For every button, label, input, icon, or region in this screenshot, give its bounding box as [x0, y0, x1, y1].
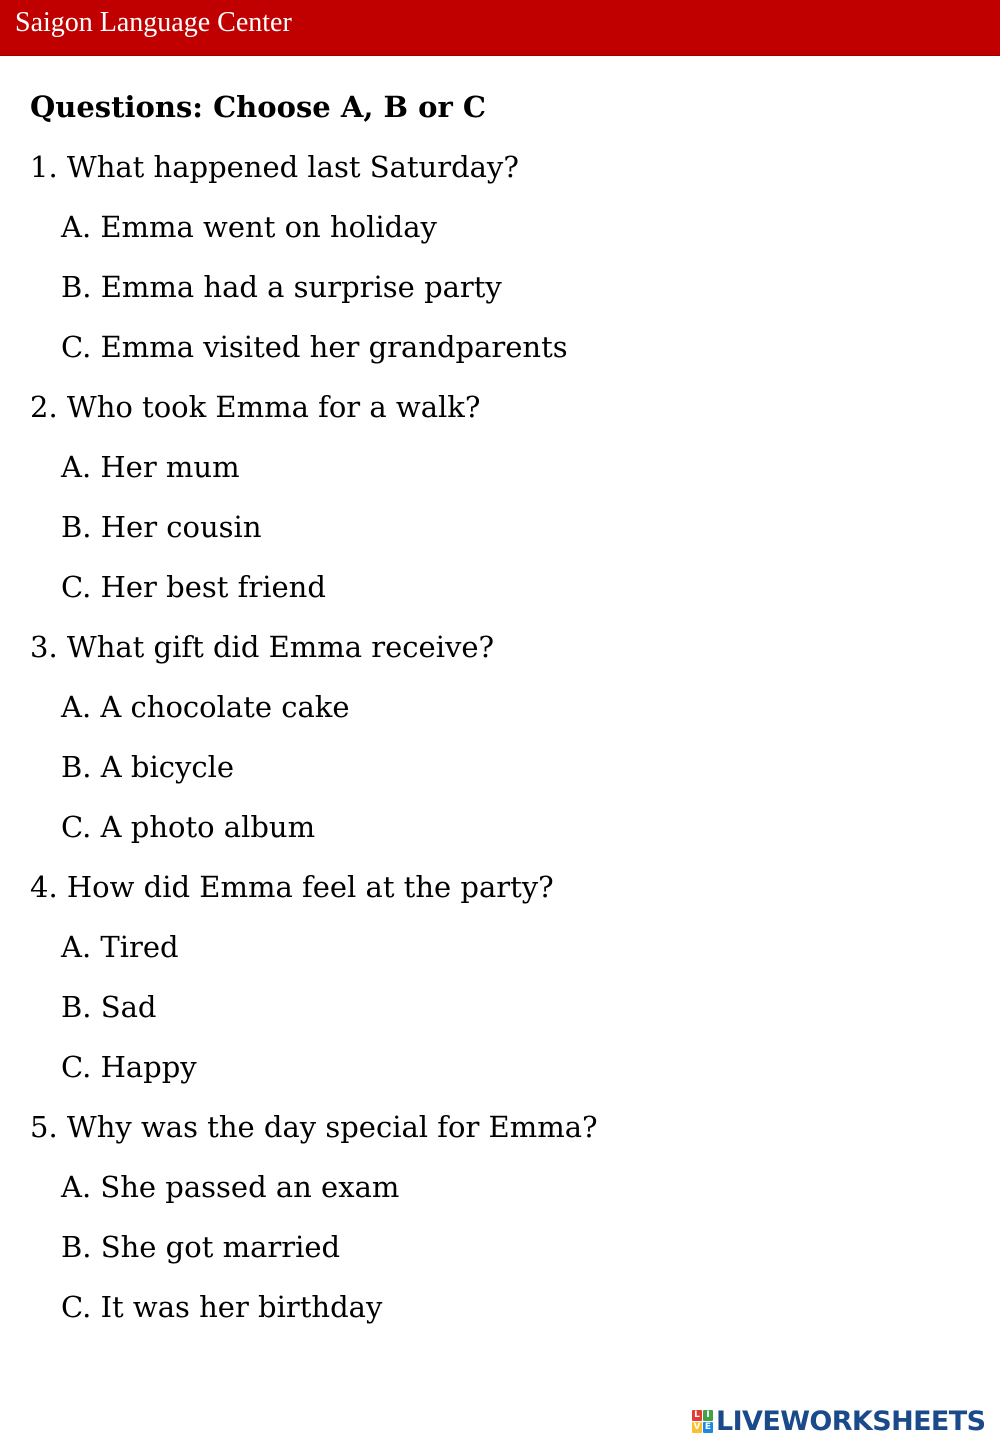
- liveworksheets-wordmark: LIVEWORKSHEETS: [716, 1405, 986, 1437]
- instructions-heading: Questions: Choose A, B or C: [30, 90, 486, 124]
- logo-letter: I: [703, 1410, 713, 1421]
- question-block: [30, 148, 980, 388]
- liveworksheets-logo: [692, 1404, 985, 1438]
- answer-option[interactable]: C. A photo album: [61, 810, 316, 844]
- answer-option[interactable]: B. A bicycle: [61, 750, 235, 784]
- answer-option[interactable]: A. A chocolate cake: [61, 690, 350, 724]
- answer-option[interactable]: C. Emma visited her grandparents: [61, 330, 568, 364]
- answer-option[interactable]: B. She got married: [61, 1230, 341, 1264]
- question-text: 3. What gift did Emma receive?: [30, 630, 495, 664]
- question-text: 2. Who took Emma for a walk?: [30, 390, 481, 424]
- header-title: Saigon Language Center: [15, 7, 292, 38]
- liveworksheets-logo-icon: [692, 1410, 713, 1433]
- logo-letter: V: [693, 1421, 701, 1432]
- answer-option[interactable]: C. Happy: [61, 1050, 197, 1084]
- answer-option[interactable]: A. Tired: [61, 930, 179, 964]
- answer-option[interactable]: B. Her cousin: [61, 510, 262, 544]
- question-block: [30, 628, 980, 868]
- answer-option[interactable]: B. Sad: [61, 990, 157, 1024]
- worksheet-content: [30, 88, 980, 1348]
- question-block: [30, 1108, 980, 1348]
- question-block: [30, 388, 980, 628]
- logo-letter: E: [704, 1421, 712, 1432]
- question-block: [30, 868, 980, 1108]
- answer-option[interactable]: A. Emma went on holiday: [61, 210, 437, 244]
- answer-option[interactable]: C. Her best friend: [61, 570, 326, 604]
- answer-option[interactable]: A. Her mum: [61, 450, 240, 484]
- answer-option[interactable]: B. Emma had a surprise party: [61, 270, 502, 304]
- question-text: 4. How did Emma feel at the party?: [30, 870, 554, 904]
- header-bar: [0, 0, 1000, 56]
- question-text: 5. Why was the day special for Emma?: [30, 1110, 598, 1144]
- answer-option[interactable]: A. She passed an exam: [61, 1170, 400, 1204]
- answer-option[interactable]: C. It was her birthday: [61, 1290, 383, 1324]
- question-text: 1. What happened last Saturday?: [30, 150, 519, 184]
- logo-letter: L: [692, 1410, 702, 1421]
